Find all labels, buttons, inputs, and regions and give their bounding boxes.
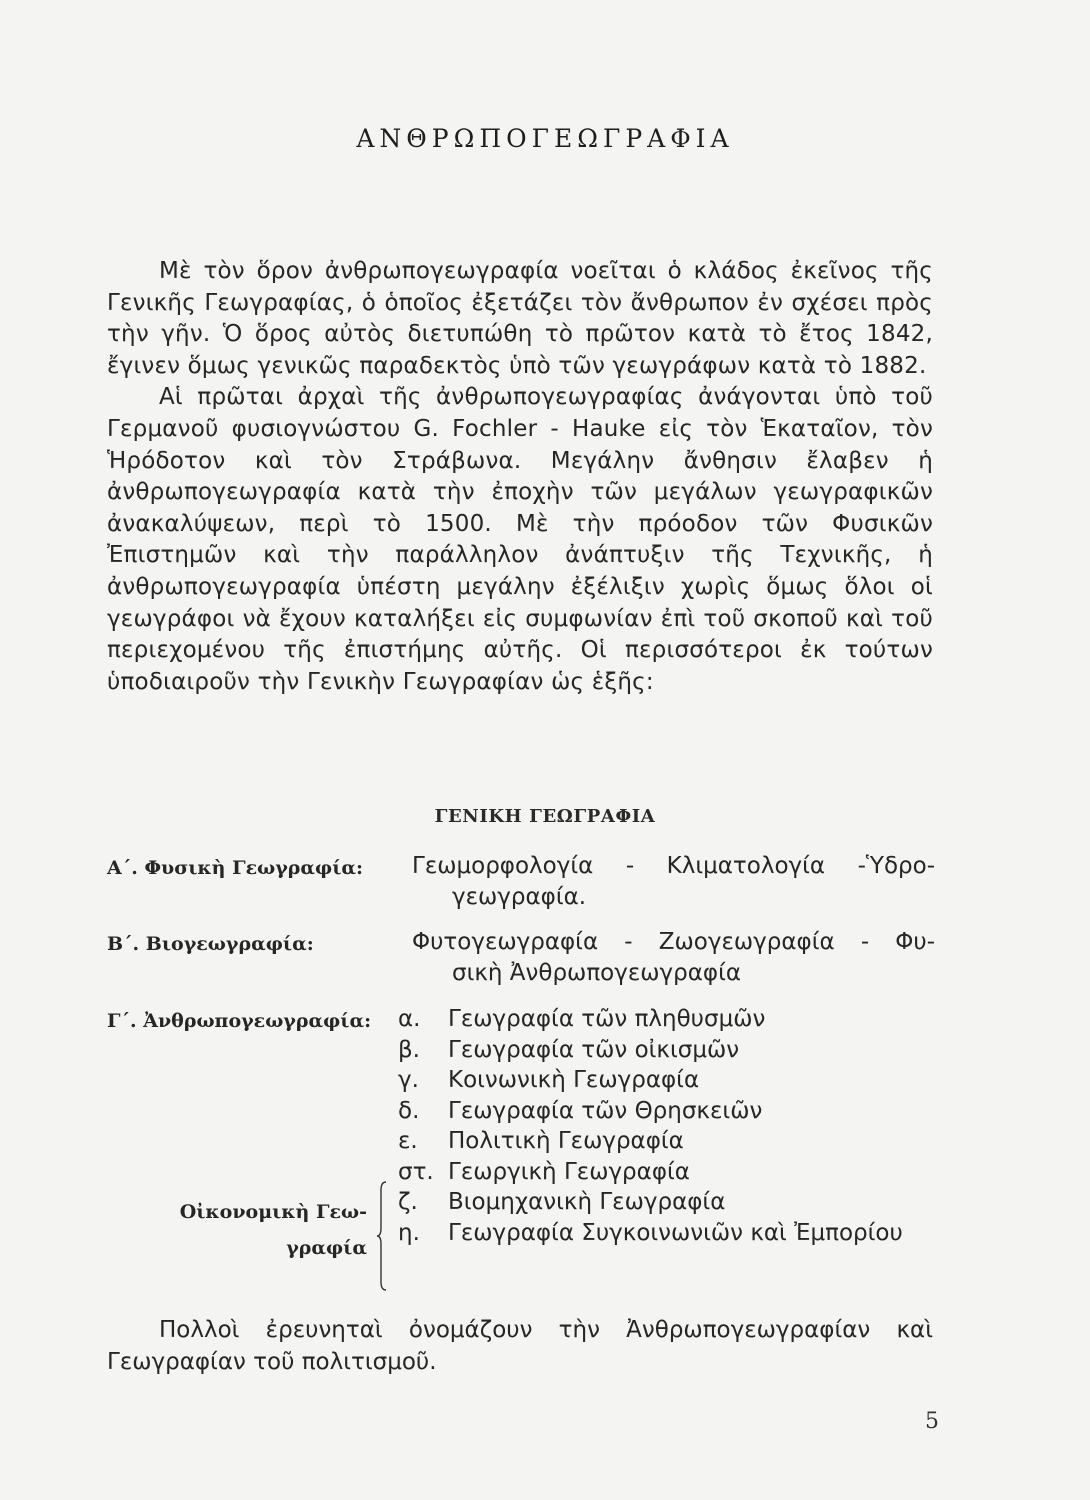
- list-item: η. Γεωγραφία Συγκοινωνιῶν καὶ Ἐμπορίου: [398, 1219, 903, 1246]
- page-number: 5: [925, 1409, 939, 1434]
- category-b-text: [412, 927, 935, 989]
- list-item: δ. Γεωγραφία τῶν Θρησκειῶν: [398, 1097, 763, 1124]
- section-heading: ΓΕΝΙΚΗ ΓΕΩΓΡΑΦΙΑ: [434, 806, 656, 827]
- list-item: γ. Κοινωνικὴ Γεωγραφία: [398, 1067, 700, 1093]
- brace-icon: [376, 1180, 388, 1292]
- list-item: στ. Γεωργικὴ Γεωγραφία: [398, 1158, 690, 1185]
- list-item: α. Γεωγραφία τῶν πληθυσμῶν: [398, 1006, 766, 1032]
- subcategory-list: [398, 1004, 903, 1248]
- category-b-line1: Φυτογεωγραφία - Ζωογεωγραφία - Φυ-: [412, 929, 935, 955]
- body-text: [107, 256, 933, 698]
- list-item: ε. Πολιτικὴ Γεωγραφία: [398, 1128, 684, 1154]
- list-item: ζ. Βιομηχανικὴ Γεωγραφία: [398, 1189, 726, 1215]
- paragraph-1: Μὲ τὸν ὅρον ἀνθρωπογεωγραφία νοεῖται ὁ κλάδος ἐκεῖνος τῆς Γενικῆς Γεωγραφίας, ὁ ὁποῖος ἐξετάζει τὸν ἄνθρωπον ἐν σχέσει πρὸς τὴν γῆν. Ὁ ὅρος αὐτὸς διετυπώθη τὸ πρῶτον κατὰ τὸ ἔτος 1842, ἔγινεν ὅμως γενικῶς παραδεκτὸς ὑπὸ τῶν γεωγράφων κατὰ τὸ 1882.: [107, 258, 933, 379]
- category-a-label: Α΄. Φυσικὴ Γεωγραφία:: [107, 857, 364, 879]
- page-title: ΑΝΘΡΩΠΟΓΕΩΓΡΑΦΙΑ: [356, 124, 734, 153]
- category-a-text: [412, 851, 935, 913]
- closing-paragraph: Πολλοὶ ἐρευνηταὶ ὀνομάζουν τὴν Ἀνθρωπογεωγραφίαν καὶ Γεωγραφίαν τοῦ πολιτισμοῦ.: [107, 1317, 933, 1375]
- category-a-line2: γεωγραφία.: [452, 884, 587, 910]
- category-c-label: Γ΄. Ἀνθρωπογεωγραφία:: [107, 1010, 372, 1032]
- economic-geography-label: Οἰκονομικὴ Γεω- γραφία: [179, 1201, 367, 1259]
- list-item: β. Γεωγραφία τῶν οἰκισμῶν: [398, 1036, 740, 1063]
- category-b-label: Β΄. Βιογεωγραφία:: [107, 933, 314, 955]
- category-a-line1: Γεωμορφολογία - Κλιματολογία -Ὑδρο-: [412, 853, 935, 879]
- paragraph-2: Αἱ πρῶται ἀρχαὶ τῆς ἀνθρωπογεωγραφίας ἀνάγονται ὑπὸ τοῦ Γερμανοῦ φυσιογνώστου G. Fochler - Hauke εἰς τὸν Ἑκαταῖον, τὸν Ἡρόδοτον καὶ τὸν Στράβωνα. Μεγάλην ἄνθησιν ἔλαβεν ἡ ἀνθρωπογεωγραφία κατὰ τὴν ἐποχὴν τῶν μεγάλων γεωγραφικῶν ἀνακαλύψεων, περὶ τὸ 1500. Μὲ τὴν πρόοδον τῶν Φυσικῶν Ἐπιστημῶν καὶ τὴν παράλληλον ἀνάπτυξιν τῆς Τεχνικῆς, ἡ ἀνθρωπογεωγραφία ὑπέστη μεγάλην ἐξέλιξιν χωρὶς ὅμως ὅλοι οἱ γεωγράφοι νὰ ἔχουν καταλήξει εἰς συμφωνίαν ἐπὶ τοῦ σκοποῦ καὶ τοῦ περιεχομένου τῆς ἐπιστήμης αὐτῆς. Οἱ περισσότεροι ἐκ τούτων ὑποδιαιροῦν τὴν Γενικὴν Γεωγραφίαν ὡς ἑξῆς:: [107, 384, 933, 695]
- category-b-line2: σικὴ Ἀνθρωπογεωγραφία: [452, 960, 742, 986]
